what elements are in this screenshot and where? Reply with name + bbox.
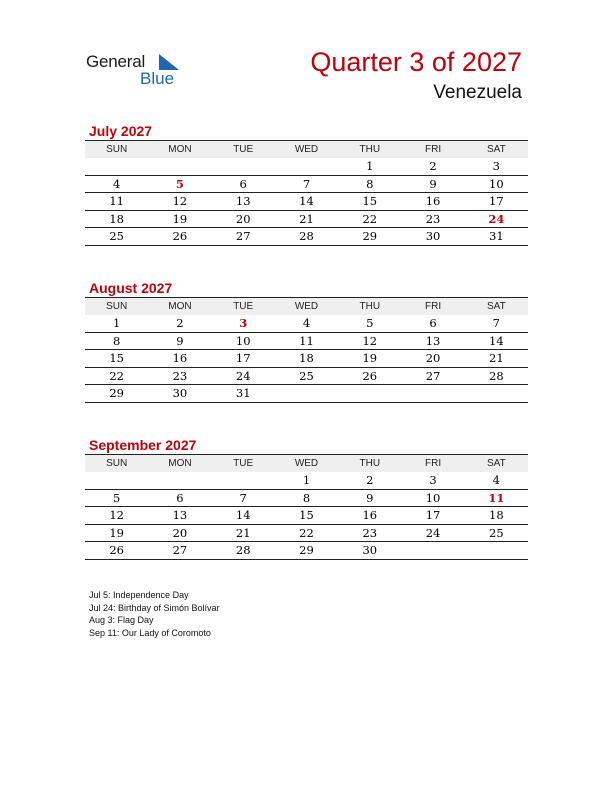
date-cell: 23 bbox=[362, 525, 378, 540]
date-cell: 1 bbox=[112, 316, 121, 330]
weekday-header: FRI bbox=[425, 144, 442, 155]
weekday-header: SUN bbox=[106, 144, 128, 155]
date-cell: 7 bbox=[302, 176, 311, 191]
date-cell: 12 bbox=[362, 333, 378, 348]
date-cell: 6 bbox=[429, 316, 437, 330]
date-cell: 10 bbox=[489, 176, 504, 191]
date-cell: 6 bbox=[239, 176, 247, 191]
weekday-header: WED bbox=[294, 458, 319, 469]
date-cell: 3 bbox=[492, 159, 500, 173]
logo bbox=[86, 52, 196, 92]
weekday-header: FRI bbox=[425, 301, 442, 312]
date-cell: 20 bbox=[235, 211, 251, 226]
date-cell: 27 bbox=[235, 229, 251, 243]
date-cell: 17 bbox=[425, 508, 441, 522]
date-cell bbox=[212, 472, 275, 489]
date-cell bbox=[465, 542, 528, 559]
date-cell: 10 bbox=[425, 490, 441, 505]
date-cell: 4 bbox=[302, 316, 311, 330]
date-cell bbox=[85, 158, 148, 175]
logo-blue-text: Blue bbox=[140, 69, 175, 88]
date-cell: 8 bbox=[112, 333, 121, 348]
date-cell: 9 bbox=[176, 333, 184, 348]
date-cell: 9 bbox=[366, 490, 374, 505]
date-cell: 20 bbox=[425, 351, 441, 365]
weekday-header: THU bbox=[359, 301, 381, 312]
date-cell: 14 bbox=[235, 508, 251, 522]
date-cell: 4 bbox=[492, 473, 500, 487]
weekday-header: SAT bbox=[486, 458, 506, 469]
date-cell: 29 bbox=[109, 386, 124, 400]
week-row bbox=[85, 507, 528, 525]
month-block bbox=[85, 436, 528, 560]
date-cell: 11 bbox=[109, 194, 124, 208]
holiday-notes bbox=[89, 589, 220, 639]
logo-general-text: General bbox=[86, 52, 146, 71]
date-cell: 19 bbox=[109, 525, 124, 540]
date-cell: 18 bbox=[489, 508, 504, 522]
weekday-header: SAT bbox=[486, 144, 506, 155]
date-cell: 26 bbox=[109, 543, 124, 557]
date-cell: 21 bbox=[299, 211, 314, 226]
date-cell: 9 bbox=[429, 176, 437, 191]
week-row bbox=[85, 315, 528, 333]
date-cell: 31 bbox=[489, 229, 504, 243]
date-cell: 13 bbox=[425, 333, 441, 348]
weekday-header-row bbox=[85, 140, 528, 158]
date-cell: 19 bbox=[362, 351, 378, 365]
month-block bbox=[85, 279, 528, 403]
weekday-header: MON bbox=[168, 458, 192, 469]
date-cell: 16 bbox=[362, 508, 378, 522]
date-cell: 14 bbox=[299, 194, 314, 208]
weekday-header: WED bbox=[294, 301, 319, 312]
date-cell: 12 bbox=[109, 508, 124, 522]
country-name: Venezuela bbox=[433, 82, 522, 103]
date-cell: 11 bbox=[299, 333, 314, 348]
date-cell: 13 bbox=[172, 508, 188, 522]
week-row bbox=[85, 211, 528, 229]
date-cell bbox=[85, 472, 148, 489]
weekday-header: TUE bbox=[233, 301, 254, 312]
date-cell: 22 bbox=[362, 211, 378, 226]
page-title: Quarter 3 of 2027 bbox=[310, 47, 522, 77]
date-cell bbox=[148, 472, 211, 489]
date-cell: 20 bbox=[172, 525, 188, 540]
date-cell: 21 bbox=[489, 351, 504, 365]
date-cell: 15 bbox=[109, 351, 124, 365]
date-cell: 19 bbox=[172, 211, 188, 226]
date-cell: 15 bbox=[362, 194, 378, 208]
date-cell: 31 bbox=[235, 386, 251, 400]
month-name: July 2027 bbox=[89, 123, 153, 139]
holiday-date-cell: 3 bbox=[239, 316, 248, 330]
weekday-header-row bbox=[85, 297, 528, 315]
week-row bbox=[85, 490, 528, 508]
week-row bbox=[85, 472, 528, 490]
date-cell: 29 bbox=[362, 229, 378, 243]
week-row bbox=[85, 368, 528, 386]
weekday-header: FRI bbox=[425, 458, 442, 469]
date-cell: 30 bbox=[425, 229, 441, 243]
date-cell: 27 bbox=[172, 543, 188, 557]
holiday-note: Jul 5: Independence Day bbox=[89, 590, 189, 600]
week-row bbox=[85, 193, 528, 211]
month-block bbox=[85, 122, 528, 246]
weekday-header: SUN bbox=[106, 301, 128, 312]
date-cell: 23 bbox=[172, 368, 188, 383]
date-cell: 6 bbox=[176, 490, 184, 505]
date-cell: 27 bbox=[425, 368, 441, 383]
date-cell: 16 bbox=[172, 351, 188, 365]
weekday-header: THU bbox=[359, 144, 381, 155]
date-cell: 12 bbox=[172, 194, 188, 208]
week-row bbox=[85, 525, 528, 543]
holiday-note: Aug 3: Flag Day bbox=[89, 615, 154, 626]
date-cell bbox=[212, 158, 275, 175]
date-cell: 17 bbox=[489, 194, 504, 208]
holiday-date-cell: 5 bbox=[175, 176, 184, 191]
month-name: August 2027 bbox=[89, 280, 173, 296]
date-cell: 5 bbox=[112, 490, 121, 505]
date-cell bbox=[465, 385, 528, 402]
date-cell: 1 bbox=[366, 159, 374, 173]
holiday-date-cell: 24 bbox=[488, 211, 505, 226]
date-cell: 7 bbox=[239, 490, 247, 505]
date-cell: 24 bbox=[425, 525, 441, 540]
date-cell bbox=[401, 385, 464, 402]
holiday-note: Sep 11: Our Lady of Coromoto bbox=[89, 627, 211, 638]
date-cell: 26 bbox=[172, 229, 188, 243]
date-cell: 22 bbox=[299, 525, 314, 540]
date-cell bbox=[148, 158, 211, 175]
date-cell: 23 bbox=[425, 211, 441, 226]
weekday-header: SUN bbox=[106, 458, 128, 469]
week-row bbox=[85, 542, 528, 560]
date-cell: 22 bbox=[109, 368, 124, 383]
date-cell: 29 bbox=[299, 543, 314, 557]
week-row bbox=[85, 385, 528, 403]
month-name: September 2027 bbox=[89, 437, 197, 453]
date-cell: 18 bbox=[299, 351, 314, 365]
date-cell: 24 bbox=[235, 368, 251, 383]
weekday-header-row bbox=[85, 454, 528, 472]
date-cell: 1 bbox=[302, 473, 311, 487]
date-cell: 26 bbox=[362, 368, 378, 383]
date-cell bbox=[275, 158, 338, 175]
date-cell: 4 bbox=[112, 176, 121, 191]
logo-triangle-icon bbox=[159, 54, 179, 70]
date-cell: 2 bbox=[366, 473, 374, 487]
date-cell: 15 bbox=[299, 508, 314, 522]
date-cell: 8 bbox=[302, 490, 311, 505]
date-cell: 8 bbox=[366, 176, 374, 191]
weekday-header: MON bbox=[168, 301, 192, 312]
date-cell: 14 bbox=[489, 333, 504, 348]
week-row bbox=[85, 333, 528, 351]
weekday-header: TUE bbox=[233, 144, 254, 155]
date-cell bbox=[338, 385, 401, 402]
date-cell: 28 bbox=[489, 368, 504, 383]
date-cell bbox=[401, 542, 464, 559]
date-cell: 25 bbox=[109, 229, 124, 243]
weekday-header: MON bbox=[168, 144, 192, 155]
date-cell: 18 bbox=[109, 211, 124, 226]
week-row bbox=[85, 176, 528, 194]
date-cell: 25 bbox=[299, 368, 314, 383]
holiday-note: Jul 24: Birthday of Simón Bolívar bbox=[89, 602, 220, 613]
date-cell: 16 bbox=[425, 194, 441, 208]
date-cell: 13 bbox=[235, 194, 251, 208]
date-cell: 25 bbox=[489, 525, 504, 540]
week-row bbox=[85, 350, 528, 368]
weekday-header: THU bbox=[359, 458, 381, 469]
date-cell: 5 bbox=[366, 316, 374, 330]
date-cell: 28 bbox=[235, 543, 251, 557]
week-row bbox=[85, 158, 528, 176]
week-row bbox=[85, 228, 528, 246]
date-cell: 30 bbox=[172, 386, 188, 400]
date-cell: 28 bbox=[299, 229, 314, 243]
date-cell: 7 bbox=[492, 316, 500, 330]
date-cell: 30 bbox=[362, 543, 378, 557]
holiday-date-cell: 11 bbox=[488, 490, 505, 505]
date-cell: 10 bbox=[235, 333, 251, 348]
date-cell: 17 bbox=[235, 351, 251, 365]
weekday-header: SAT bbox=[486, 301, 506, 312]
weekday-header: WED bbox=[294, 144, 319, 155]
date-cell: 2 bbox=[429, 159, 437, 173]
weekday-header: TUE bbox=[233, 458, 254, 469]
date-cell: 21 bbox=[235, 525, 251, 540]
date-cell: 2 bbox=[176, 316, 184, 330]
date-cell bbox=[275, 385, 338, 402]
date-cell: 3 bbox=[429, 473, 437, 487]
